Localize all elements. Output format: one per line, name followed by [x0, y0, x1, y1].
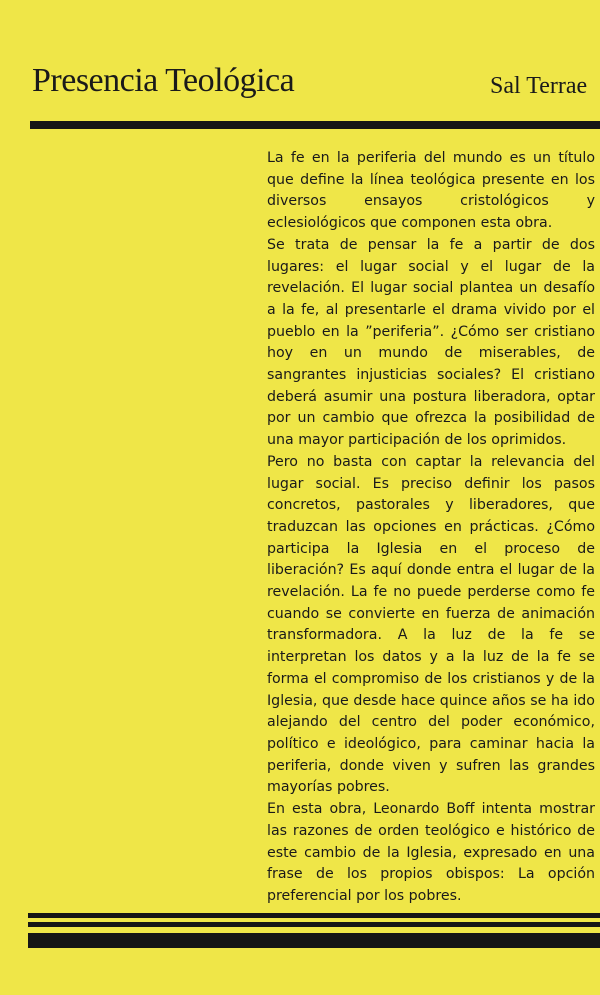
series-title: Presencia Teológica [32, 62, 295, 99]
publisher-name: Sal Terrae [490, 73, 588, 99]
bottom-rule-thick [28, 933, 600, 948]
top-rule [30, 121, 600, 129]
bottom-rule-thin-2 [28, 922, 600, 927]
blurb-paragraph-4: En esta obra, Leonardo Boff intenta mostrar las razones de orden teológico e histórico de este cambio de la Iglesia, expresado en una frase de los propios obispos: La opción preferencial por los pobres. [267, 801, 595, 904]
blurb-paragraph-3: Pero no basta con captar la relevancia del lugar social. Es preciso definir los pasos concretos, pastorales y liberadores, que traduzcan las opciones en prácticas. ¿Cómo participa la Iglesia en el proceso de liberación? Es aquí donde entra el lugar de la revelación. La fe no puede perderse como fe cuando se convierte en fuerza de animación transformadora. A la luz de la fe se interpretan los datos y a la luz de la fe se forma el compromiso de los cristianos y de la Iglesia, que desde hace quince años se ha ido alejando del centro del poder económico, político e ideológico, para caminar hacia la periferia, donde viven y sufren las grandes mayorías pobres. [267, 453, 595, 796]
blurb-text [267, 148, 595, 908]
blurb-paragraph-1: La fe en la periferia del mundo es un título que define la línea teológica presente en los diversos ensayos cristológicos y eclesiológicos que componen esta obra. [267, 150, 595, 232]
blurb-paragraph-2: Se trata de pensar la fe a partir de dos lugares: el lugar social y el lugar de la revelación. El lugar social plantea un desafío a la fe, al presentarle el drama vivido por el pueblo en la ”periferia”. ¿Cómo ser cristiano hoy en un mundo de miserables, de sangrantes injusticias sociales? El cristiano deberá asumir una postura liberadora, optar por un cambio que ofrezca la posibilidad de una mayor participación de los oprimidos. [267, 236, 595, 449]
bottom-rule-thin-1 [28, 913, 600, 918]
